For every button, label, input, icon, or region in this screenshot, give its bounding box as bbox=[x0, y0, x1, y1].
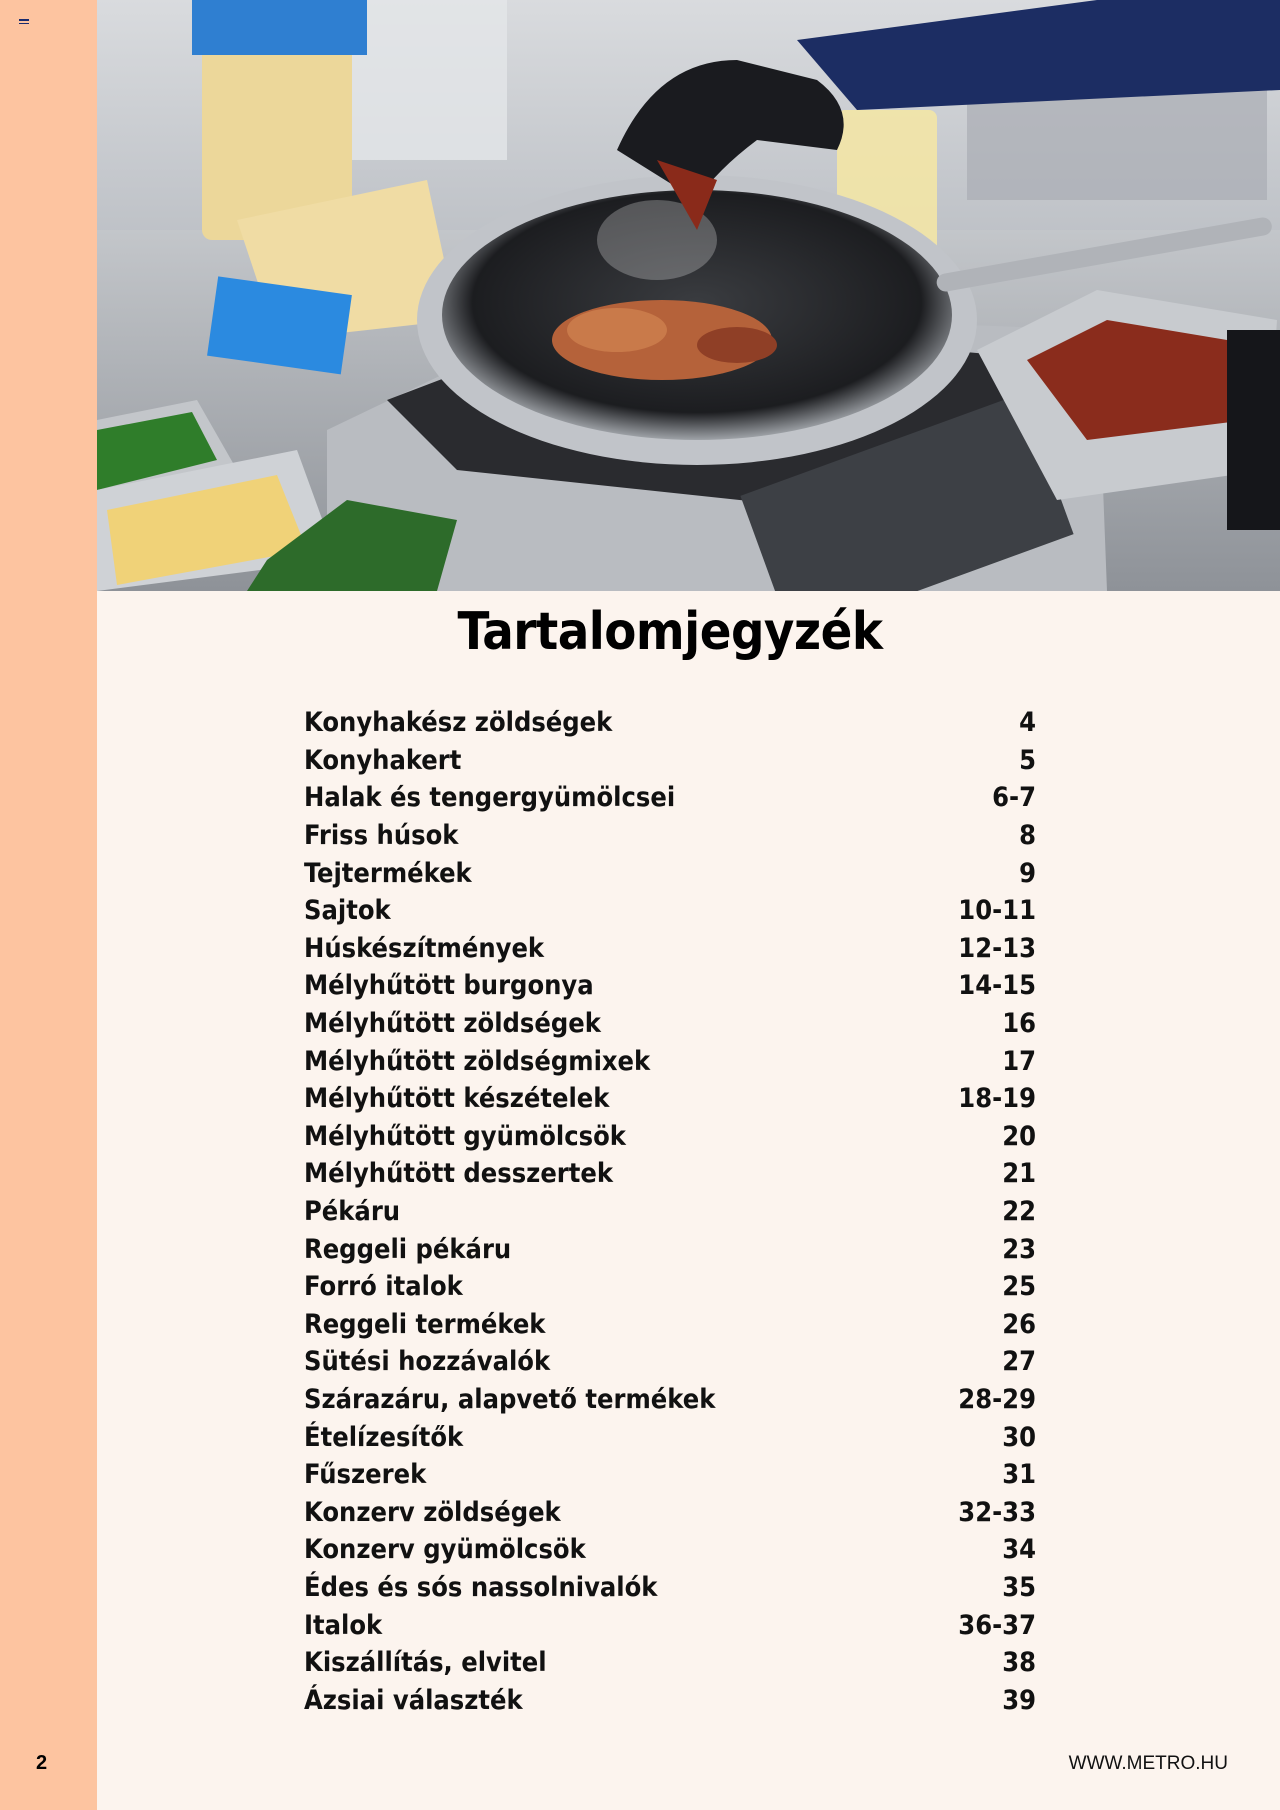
website-link[interactable]: WWW.METRO.HU bbox=[1068, 1753, 1228, 1774]
toc-label: Konzerv gyümölcsök bbox=[304, 1534, 586, 1566]
toc-page: 26 bbox=[1002, 1308, 1036, 1340]
toc-label: Édes és sós nassolnivalók bbox=[304, 1571, 658, 1603]
toc-row[interactable] bbox=[304, 1080, 1036, 1118]
toc-page: 17 bbox=[1002, 1045, 1036, 1077]
toc-page: 35 bbox=[1002, 1571, 1036, 1603]
toc-page: 39 bbox=[1002, 1684, 1036, 1716]
toc-page: 10-11 bbox=[958, 895, 1036, 927]
hero-image bbox=[97, 0, 1280, 591]
toc-row[interactable] bbox=[304, 1418, 1036, 1456]
toc-page: 21 bbox=[1002, 1158, 1036, 1190]
menu-icon[interactable] bbox=[19, 19, 29, 27]
toc-label: Mélyhűtött gyümölcsök bbox=[304, 1120, 626, 1152]
toc-row[interactable] bbox=[304, 854, 1036, 892]
toc-row[interactable] bbox=[304, 1005, 1036, 1043]
toc-label: Forró italok bbox=[304, 1271, 463, 1303]
toc-page: 27 bbox=[1002, 1346, 1036, 1378]
toc-row[interactable] bbox=[304, 1531, 1036, 1569]
toc-row[interactable] bbox=[304, 704, 1036, 742]
toc-row[interactable] bbox=[304, 742, 1036, 780]
toc-page: 5 bbox=[1019, 744, 1036, 776]
toc-page: 34 bbox=[1002, 1534, 1036, 1566]
page-number: 2 bbox=[36, 1752, 48, 1774]
toc-page: 23 bbox=[1002, 1233, 1036, 1265]
toc-label: Mélyhűtött burgonya bbox=[304, 970, 594, 1002]
toc-label: Ételízesítők bbox=[304, 1421, 464, 1453]
toc-label: Halak és tengergyümölcsei bbox=[304, 782, 676, 814]
toc-page: 12-13 bbox=[958, 932, 1036, 964]
toc-label: Konyhakert bbox=[304, 744, 462, 776]
toc-page: 16 bbox=[1002, 1008, 1036, 1040]
toc-page: 30 bbox=[1002, 1421, 1036, 1453]
toc-page: 25 bbox=[1002, 1271, 1036, 1303]
toc-label: Italok bbox=[304, 1609, 383, 1641]
toc-row[interactable] bbox=[304, 1381, 1036, 1419]
toc-row[interactable] bbox=[304, 817, 1036, 855]
toc-row[interactable] bbox=[304, 1456, 1036, 1494]
toc-page: 18-19 bbox=[958, 1083, 1036, 1115]
toc-row[interactable] bbox=[304, 779, 1036, 817]
toc-row[interactable] bbox=[304, 1268, 1036, 1306]
cooking-photo bbox=[97, 0, 1280, 591]
toc-row[interactable] bbox=[304, 1681, 1036, 1719]
toc-label: Szárazáru, alapvető termékek bbox=[304, 1383, 716, 1415]
toc-page: 38 bbox=[1002, 1647, 1036, 1679]
toc-row[interactable] bbox=[304, 1606, 1036, 1644]
toc-row[interactable] bbox=[304, 1306, 1036, 1344]
toc-page: 20 bbox=[1002, 1120, 1036, 1152]
toc-page: 22 bbox=[1002, 1196, 1036, 1228]
table-of-contents bbox=[304, 704, 1036, 1719]
toc-label: Mélyhűtött készételek bbox=[304, 1083, 610, 1115]
toc-label: Konyhakész zöldségek bbox=[304, 707, 613, 739]
toc-page: 32-33 bbox=[958, 1496, 1036, 1528]
toc-row[interactable] bbox=[304, 892, 1036, 930]
toc-label: Reggeli termékek bbox=[304, 1308, 546, 1340]
toc-row[interactable] bbox=[304, 1118, 1036, 1156]
toc-page: 6-7 bbox=[992, 782, 1036, 814]
toc-page: 9 bbox=[1019, 857, 1036, 889]
toc-label: Tejtermékek bbox=[304, 857, 472, 889]
toc-row[interactable] bbox=[304, 1493, 1036, 1531]
toc-page: 36-37 bbox=[958, 1609, 1036, 1641]
toc-row[interactable] bbox=[304, 967, 1036, 1005]
toc-label: Sajtok bbox=[304, 895, 391, 927]
toc-page: 4 bbox=[1019, 707, 1036, 739]
toc-page: 28-29 bbox=[958, 1383, 1036, 1415]
toc-label: Húskészítmények bbox=[304, 932, 545, 964]
toc-label: Ázsiai választék bbox=[304, 1684, 523, 1716]
toc-label: Mélyhűtött zöldségmixek bbox=[304, 1045, 651, 1077]
toc-page: 8 bbox=[1019, 820, 1036, 852]
toc-label: Kiszállítás, elvitel bbox=[304, 1647, 547, 1679]
toc-row[interactable] bbox=[304, 1230, 1036, 1268]
toc-row[interactable] bbox=[304, 1569, 1036, 1607]
toc-row[interactable] bbox=[304, 1193, 1036, 1231]
toc-row[interactable] bbox=[304, 1155, 1036, 1193]
toc-page: 31 bbox=[1002, 1459, 1036, 1491]
toc-label: Friss húsok bbox=[304, 820, 459, 852]
page-title: Tartalomjegyzék bbox=[457, 602, 883, 662]
toc-label: Mélyhűtött zöldségek bbox=[304, 1008, 601, 1040]
sidebar bbox=[0, 0, 97, 1810]
toc-row[interactable] bbox=[304, 930, 1036, 968]
toc-page: 14-15 bbox=[958, 970, 1036, 1002]
toc-label: Sütési hozzávalók bbox=[304, 1346, 551, 1378]
toc-label: Reggeli pékáru bbox=[304, 1233, 512, 1265]
toc-label: Pékáru bbox=[304, 1196, 401, 1228]
toc-row[interactable] bbox=[304, 1343, 1036, 1381]
toc-row[interactable] bbox=[304, 1042, 1036, 1080]
toc-row[interactable] bbox=[304, 1644, 1036, 1682]
toc-label: Fűszerek bbox=[304, 1459, 427, 1491]
toc-label: Mélyhűtött desszertek bbox=[304, 1158, 614, 1190]
toc-label: Konzerv zöldségek bbox=[304, 1496, 561, 1528]
